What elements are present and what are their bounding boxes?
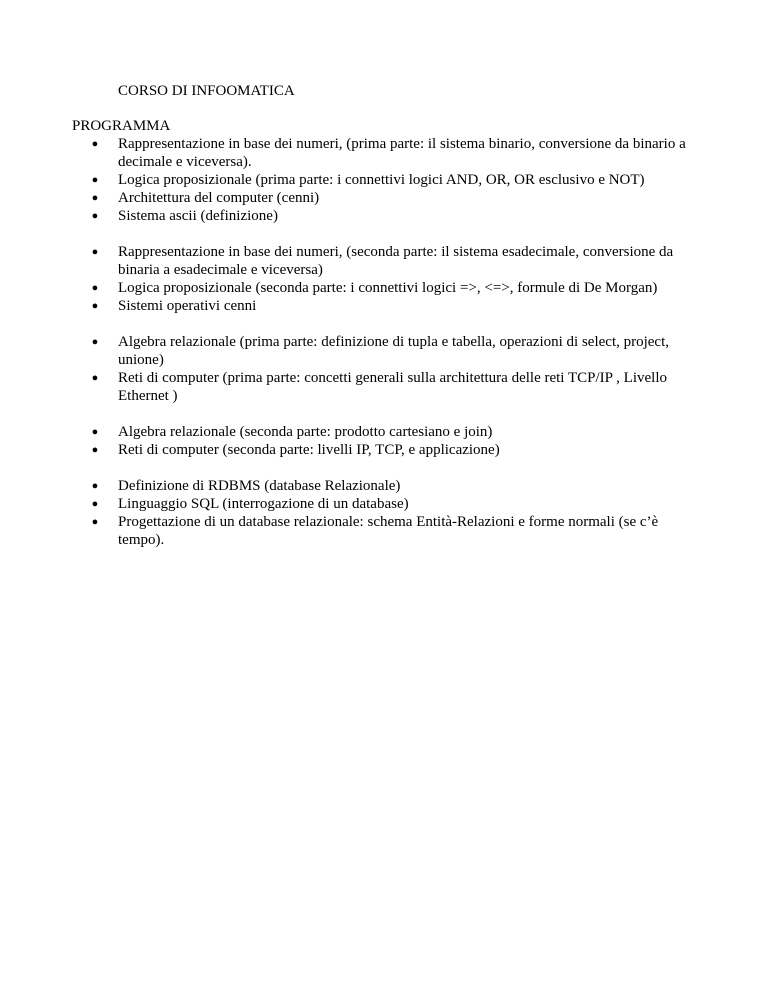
bullet-icon: ● <box>91 210 99 222</box>
list-item-text: Reti di computer (seconda parte: livelli IP, TCP, e applicazione) <box>118 442 500 458</box>
bullet-icon: ● <box>91 516 99 528</box>
list-item <box>0 513 703 549</box>
bullet-icon: ● <box>91 282 99 294</box>
list-item <box>0 207 703 225</box>
bullet-icon: ● <box>91 336 99 348</box>
list-item <box>0 171 703 189</box>
bullet-icon: ● <box>91 300 99 312</box>
list-item-text: Logica proposizionale (prima parte: i connettivi logici AND, OR, OR esclusivo e NOT) <box>118 172 645 188</box>
bullet-icon: ● <box>91 480 99 492</box>
list-item-text: Rappresentazione in base dei numeri, (prima parte: il sistema binario, conversione da binario a decimale e viceversa). <box>118 136 686 170</box>
program-heading: PROGRAMMA <box>72 118 171 134</box>
list-item <box>0 243 703 279</box>
list-item-text: Reti di computer (prima parte: concetti generali sulla architettura delle reti TCP/IP , Livello Ethernet ) <box>118 370 667 404</box>
program-group <box>0 477 768 549</box>
bullet-icon: ● <box>91 498 99 510</box>
bullet-icon: ● <box>91 444 99 456</box>
list-item-text: Algebra relazionale (prima parte: definizione di tupla e tabella, operazioni di select, project, unione) <box>118 334 670 368</box>
bullet-icon: ● <box>91 372 99 384</box>
list-item-text: Linguaggio SQL (interrogazione di un database) <box>118 496 409 512</box>
list-item <box>0 423 703 441</box>
list-item-text: Rappresentazione in base dei numeri, (seconda parte: il sistema esadecimale, conversione da binaria a esadecimale e viceversa) <box>118 244 674 278</box>
list-item-text: Sistemi operativi cenni <box>118 298 257 314</box>
list-item <box>0 333 703 369</box>
list-item-text: Sistema ascii (definizione) <box>118 208 278 224</box>
program-group <box>0 135 768 225</box>
list-item <box>0 369 703 405</box>
list-item <box>0 297 703 315</box>
list-item-text: Definizione di RDBMS (database Relazionale) <box>118 478 401 494</box>
list-item <box>0 441 703 459</box>
program-group <box>0 423 768 459</box>
bullet-icon: ● <box>91 138 99 150</box>
program-group <box>0 243 768 315</box>
list-item <box>0 189 703 207</box>
course-title: CORSO DI INFOOMATICA <box>118 83 295 99</box>
bullet-icon: ● <box>91 192 99 204</box>
list-item <box>0 279 703 297</box>
bullet-icon: ● <box>91 174 99 186</box>
bullet-icon: ● <box>91 426 99 438</box>
list-item-text: Architettura del computer (cenni) <box>118 190 320 206</box>
program-list <box>0 135 768 567</box>
list-item <box>0 135 703 171</box>
list-item-text: Progettazione di un database relazionale: schema Entità-Relazioni e forme normali (se c’è tempo). <box>118 514 659 548</box>
list-item <box>0 495 703 513</box>
bullet-icon: ● <box>91 246 99 258</box>
list-item-text: Algebra relazionale (seconda parte: prodotto cartesiano e join) <box>118 424 493 440</box>
program-group <box>0 333 768 405</box>
list-item <box>0 477 703 495</box>
list-item-text: Logica proposizionale (seconda parte: i connettivi logici =>, <=>, formule di De Morgan) <box>118 280 658 296</box>
